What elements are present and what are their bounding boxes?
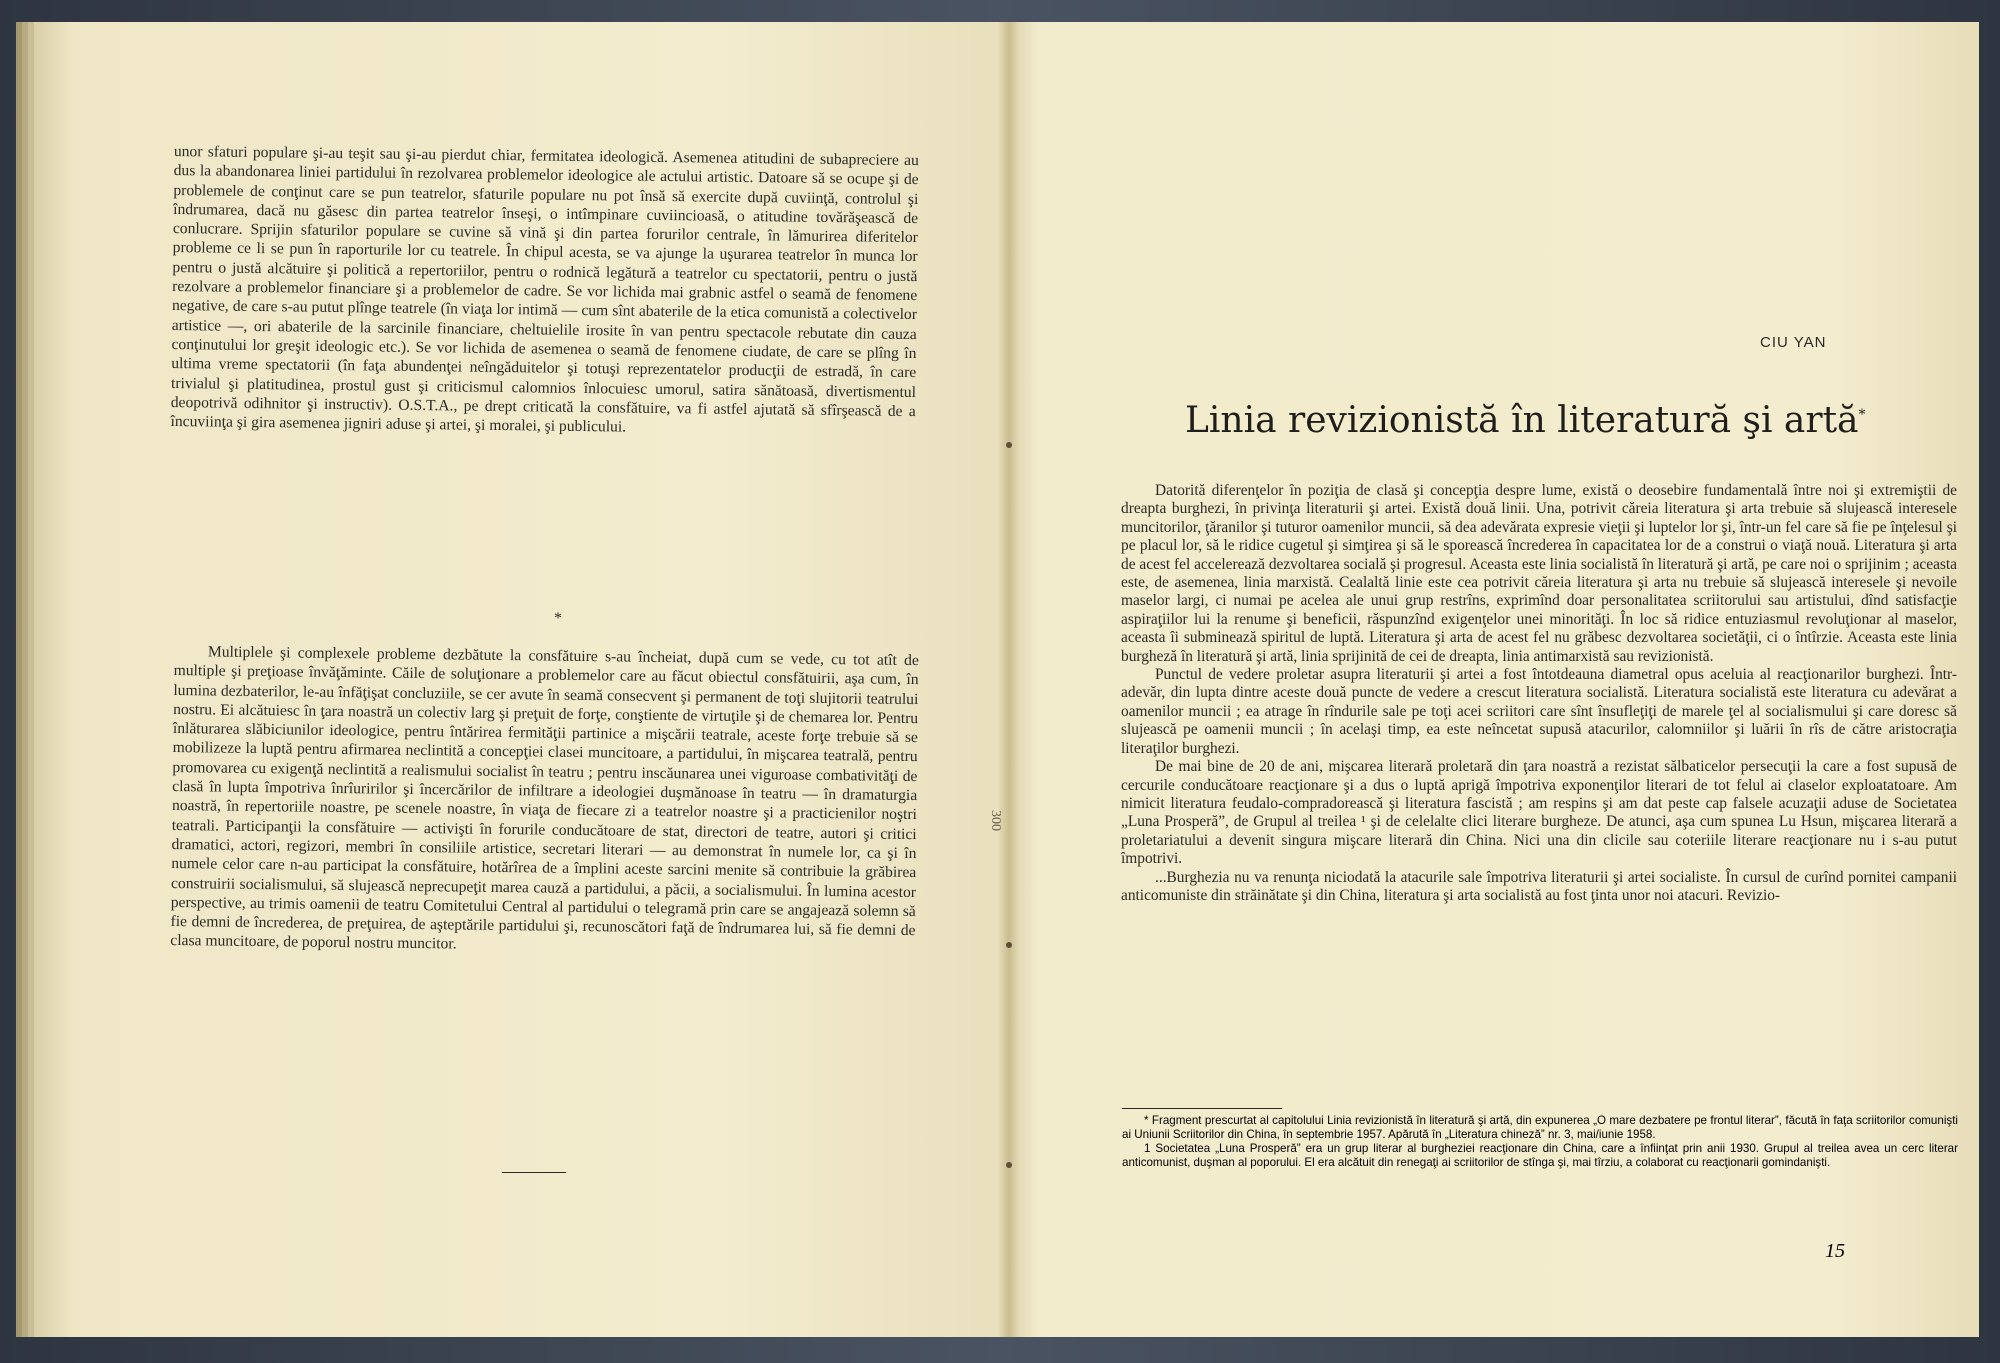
- title-footnote-mark: *: [1858, 407, 1866, 423]
- article-author: CIU YAN: [1760, 334, 1827, 351]
- paragraph: Multiplele şi complexele probleme dezbătute la consfătuire s-au încheiat, după cum se vede, cu tot atît de multiple şi preţioase învăţăminte. Căile de soluţionare a problemelor care au făcut obiectul consfătuirii, aşa cum, în lumina dezbaterilor, le-au înfăţişat concluziile, se cer avute în seamă consecvent şi permanent de toţi slujitorii teatrului nostru. Ei alcătuiesc în ţara noastră un colectiv larg şi preţuit de forţe, conştiente de virtuţile şi de chemarea lor. Pentru înlăturarea slăbiciunilor ideologice, pentru întărirea fermităţii partinice a mişcării teatrale, aceste forţe trebuie să se mobilizeze la luptă pentru afirmarea neclintită a concepţiei clasei muncitoare, a partidului, în mişcarea teatrală, pentru promovarea cu exigenţă neclintită a realismului socialist în teatru ; pentru inscăunarea unei viguroase combativităţi de clasă în lupta împotriva înrîuririlor şi încercărilor de infiltrare a ideologiei duşmănoase în teatru — în dramaturgia noastră, în repertoriile noastre, pe scenele noastre, în viaţa de fiecare zi a teatrelor noastre şi a practicienilor noştri teatrali. Participanţii la consfătuire — activişti în forurile conducătoare de stat, directori de teatre, autori şi critici dramatici, actori, regizori, membri în consiliile artistice, secretari literari — au demonstrat în numele lor, ca şi în numele celor care n-au participat la consfătuire, hotărîrea de a împlini aceste sarcini menite să contribuie la grăbirea construirii socialismului, să slujească neprecupeţit marea cauză a partidului, a păcii, a socialismului. În lumina acestor perspective, au trimis oamenii de teatru Comitetului Central al partidului o telegramă prin care se angajează solemn să fie demni de încrederea, de preţuirea, de aşteptările partidului şi, recunoscători faţă de îndrumarea lui, să fie demni de clasa muncitoare, de poporul nostru muncitor.: [170, 643, 919, 953]
- paragraph: ...Burghezia nu va renunţa niciodată la atacurile sale împotriva literaturii şi artei socialiste. În cursul de curînd pornitei campanii anticomuniste din străinătate şi din China, literatura şi arta socialistă au fost ţinta unor noi atacuri. Revizio-: [1121, 868, 1957, 904]
- paragraph: unor sfaturi populare şi-au teşit sau şi-au pierdut chiar, fermitatea ideologică. Asemenea atitudini de subapreciere au dus la abandonarea liniei partidului în rezolvarea problemelor ideologice ale actului artistic. Datoare să se ocupe şi de problemele de conţinut care se pun teatrelor, sfaturile populare nu pot însă să exercite după cuviinţă, controlul şi îndrumarea, dacă nu găsesc din partea teatrelor înseşi, o intîmpinare cuviincioasă, o atitudine tovărăşească de conlucrare. Sprijin sfaturilor populare se cuvine să vină şi din partea forurilor centrale, în lămurirea diferitelor probleme ce li se pun în raporturile lor cu teatrele. În chipul acesta, se va ajunge la uşurarea teatrelor în munca lor pentru o justă alcătuire şi politică a repertoriilor, pentru o rodnică legătură a teatrelor cu spectatorii, pentru o justă rezolvare a problemelor financiare şi a problemelor de cadre. Se vor lichida mai grabnic astfel o seamă de fenomene negative, de care s-au putut plînge teatrele (în viaţa lor intimă — cum sînt abaterile de la etica comunistă a colectivelor artistice —, ori abaterile de la sarcinile financiare, cheltuielile irosite în van pentru spectacole rebutate din cauza conţinutului lor greşit ideologic etc.). Se vor lichida de asemenea o seamă de fenomene ciudate, de care se plîng în ultima vreme spectatorii (în faţa abundenţei neîngăduitelor şi totuşi reprezentatelor producţii de estradă, în care trivialul şi platitudinea, prostul gust şi criticismul calomnios înlocuiesc umorul, satira sănătoasă, divertismentul deopotrivă odihnitor şi instructiv). O.S.T.A., pe drept criticată la consfătuire, va fi astfel ajutată să sfîrşească de a încuviinţa şi gira asemenea jigniri aduse şi artei, şi moralei, şi publicului.: [170, 142, 919, 436]
- end-rule: [502, 1172, 566, 1173]
- paragraph: Datorită diferenţelor în poziţia de clasă şi concepţia despre lume, există o deosebire fundamentală între noi şi extremiştii de dreapta burghezi, în privinţa literaturii şi artei. Există două linii. Una, potrivit căreia literatura şi arta trebuie să slujească interesele muncitorilor, ţăranilor şi tuturor oamenilor muncii, să dea adevărata expresie vieţii şi luptelor lor şi, într-un fel care să fie pe înţelesul şi pe placul lor, să le ridice cugetul şi simţirea şi să le sporească încrederea în capacitatea lor de a construi o viaţă nouă. Literatura şi arta de acest fel accelerează dezvoltarea socială şi progresul. Aceasta este linia socialistă în literatură şi artă, pe care noi o sprijinim ; aceasta este, de asemenea, linia marxistă. Cealaltă linie este cea potrivit căreia literatura şi arta nu trebuie să slujească interesele şi nevoile maselor largi, ci numai pe acelea ale unui grup restrîns, exprimînd doar personalitatea scriitorului sau artistului, dînd satisfacţie aspiraţiilor lui la renume şi beneficii, răspunzînd exigenţelor unei minorităţi. În loc să ridice entuziasmul revoluţionar al maselor, aceasta îi subminează spiritul de luptă. Literatura şi arta de acest fel nu grăbesc dezvoltarea societăţii, ci o întîrzie. Aceasta este linia burgheză în literatură şi artă, linia sprijinită de cei de dreapta, linia antimarxistă sau revizionistă.: [1121, 482, 1957, 665]
- binding-stitch: [1006, 442, 1012, 448]
- paragraph: De mai bine de 20 de ani, mişcarea literară proletară din ţara noastră a rezistat sălbaticelor persecuţii la care a fost supusă de cercurile conducătoare reacţionare şi a dus o luptă aprigă împotriva exponenţilor literari de tot felul ai claselor exploatatoare. Am nimicit literatura feudalo-compradorească şi literatura fascistă ; am respins şi am dat peste cap falsele acuzaţii aduse de Societatea „Luna Prosperă”, de Grupul al treilea ¹ şi de celelalte clici literare burgheze. De atunci, aşa cum spunea Lu Hsun, mişcarea literară a proletariatului a devenit singura mişcare literară din China. Nici una din clicile sau coteriile literare reacţionare nu i s-au putut împotrivi.: [1121, 758, 1957, 868]
- title-text: Linia revizionistă în literatură şi artă: [1185, 400, 1859, 441]
- article-title: [1185, 400, 1866, 441]
- left-page-body: [170, 142, 918, 441]
- footnote: 1 Societatea „Luna Prosperă” era un grup literar al burgheziei reacţionare din China, care a înfiinţat prin anii 1930. Grupul al treilea avea un cerc literar anticomunist, duşman al poporului. El era alcătuit din renegaţi ai scriitorilor de stînga şi, mai tîrziu, a colaborat cu reacţionarii gomindanişti.: [1122, 1142, 1958, 1169]
- left-page-conclusion: [170, 642, 919, 960]
- binding-stitch: [1006, 1162, 1012, 1168]
- paragraph: Punctul de vedere proletar asupra literaturii şi artei a fost întotdeauna diametral opus aceluia al reacţionarilor burghezi. Într-adevăr, din lupta dintre aceste două puncte de vedere a crescut literatura socialistă. Literatura socialistă este literatura cu adevărat a oamenilor muncii ; ea atrage în rîndurile sale pe toţi acei scriitori care sînt însufleţiţi de marele ţel al socialismului şi care doresc să slujească pe oamenii muncii ; în acelaşi timp, ea este neîncetat supusă atacurilor, calomniilor şi luării în rîs de către aristocraţia literaţilor burghezi.: [1121, 666, 1957, 757]
- footnotes: [1122, 1114, 1958, 1170]
- left-page: [34, 22, 1009, 1337]
- footnote-rule: [1122, 1108, 1282, 1109]
- binding-stitch: [1006, 942, 1012, 948]
- book-gutter: [999, 22, 1019, 1337]
- gutter-number: 300: [988, 810, 1003, 831]
- right-page-body: [1121, 482, 1957, 905]
- section-separator: *: [554, 610, 562, 627]
- page-number: 15: [1825, 1240, 1845, 1262]
- footnote: * Fragment prescurtat al capitolului Linia revizionistă în literatură şi artă, din expunerea „O mare dezbatere pe frontul literar”, făcută în faţa scriitorilor comunişti ai Uniunii Scriitorilor din China, în septembrie 1957. Apărută în „Literatura chineză” nr. 3, mai/iunie 1958.: [1122, 1114, 1958, 1141]
